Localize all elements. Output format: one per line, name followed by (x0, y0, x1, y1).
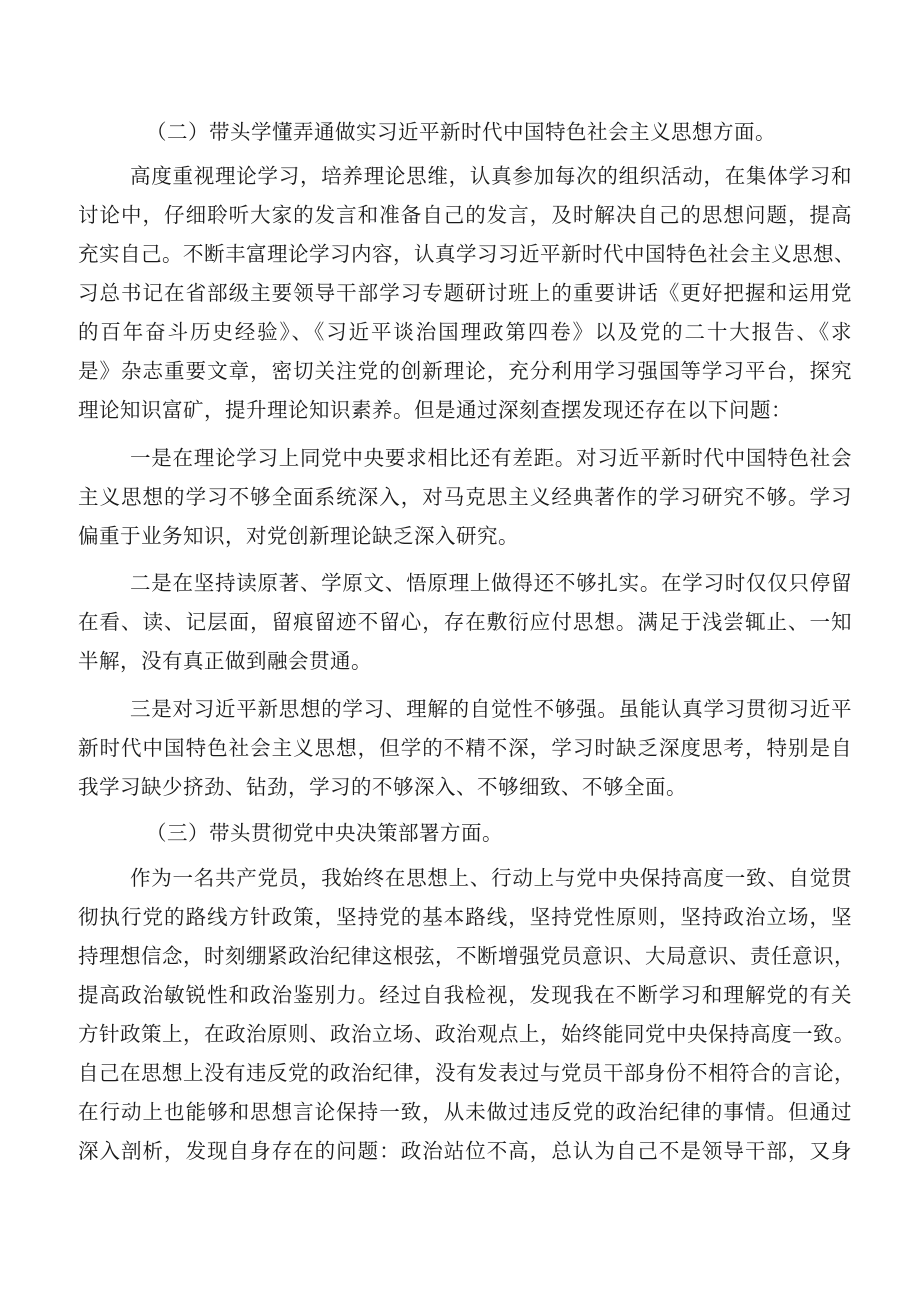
paragraph-line: 提高政治敏锐性和政治鉴别力。经过自我检视，发现我在不断学习和理解党的有关 (78, 983, 852, 1007)
paragraph-line: 讨论中，仔细聆听大家的发言和准备自己的发言，及时解决自己的思想问题，提高 (78, 203, 852, 227)
paragraph-line: 习总书记在省部级主要领导干部学习专题研讨班上的重要讲话《更好把握和运用党 (78, 281, 852, 305)
paragraph-line: 在行动上也能够和思想言论保持一致，从未做过违反党的政治纪律的事情。但通过 (78, 1100, 852, 1124)
paragraph-line: 新时代中国特色社会主义思想，但学的不精不深，学习时缺乏深度思考，特别是自 (78, 736, 852, 760)
paragraph-line: 一是在理论学习上同党中央要求相比还有差距。对习近平新时代中国特色社会 (130, 446, 852, 470)
heading-section-two: （二）带头学懂弄通做实习近平新时代中国特色社会主义思想方面。 (146, 120, 776, 144)
paragraph-line: 高度重视理论学习，培养理论思维，认真参加每次的组织活动，在集体学习和 (130, 164, 852, 188)
paragraph-line: 三是对习近平新思想的学习、理解的自觉性不够强。虽能认真学习贯彻习近平 (130, 697, 852, 721)
paragraph-line: 作为一名共产党员，我始终在思想上、行动上与党中央保持高度一致、自觉贯 (130, 866, 852, 890)
paragraph-line: 深入剖析，发现自身存在的问题：政治站位不高，总认为自己不是领导干部，又身 (78, 1139, 852, 1163)
paragraph-line: 半解，没有真正做到融会贯通。 (78, 649, 372, 673)
paragraph-line: 彻执行党的路线方针政策，坚持党的基本路线，坚持党性原则，坚持政治立场，坚 (78, 905, 852, 929)
paragraph-line: 偏重于业务知识，对党创新理论缺乏深入研究。 (78, 524, 519, 548)
paragraph-line: 充实自己。不断丰富理论学习内容，认真学习习近平新时代中国特色社会主义思想、 (78, 242, 855, 266)
paragraph-line: 主义思想的学习不够全面系统深入，对马克思主义经典著作的学习研究不够。学习 (78, 485, 852, 509)
paragraph-line: 理论知识富矿，提升理论知识素养。但是通过深刻查摆发现还存在以下问题： (78, 398, 792, 422)
paragraph-line: 持理想信念，时刻绷紧政治纪律这根弦，不断增强党员意识、大局意识、责任意识， (78, 944, 855, 968)
paragraph-line: 我学习缺少挤劲、钻劲，学习的不够深入、不够细致、不够全面。 (78, 775, 687, 799)
paragraph-line: 在看、读、记层面，留痕留迹不留心，存在敷衍应付思想。满足于浅尝辄止、一知 (78, 610, 852, 634)
paragraph-line: 的百年奋斗历史经验》、《习近平谈治国理政第四卷》以及党的二十大报告、《求 (78, 320, 852, 344)
paragraph-line: 自己在思想上没有违反党的政治纪律，没有发表过与党员干部身份不相符合的言论， (78, 1061, 855, 1085)
paragraph-line: 二是在坚持读原著、学原文、悟原理上做得还不够扎实。在学习时仅仅只停留 (130, 571, 852, 595)
paragraph-line: 是》杂志重要文章，密切关注党的创新理论，充分利用学习强国等学习平台，探究 (78, 359, 852, 383)
paragraph-line: 方针政策上，在政治原则、政治立场、政治观点上，始终能同党中央保持高度一致。 (78, 1022, 855, 1046)
heading-section-three: （三）带头贯彻党中央决策部署方面。 (146, 821, 503, 845)
